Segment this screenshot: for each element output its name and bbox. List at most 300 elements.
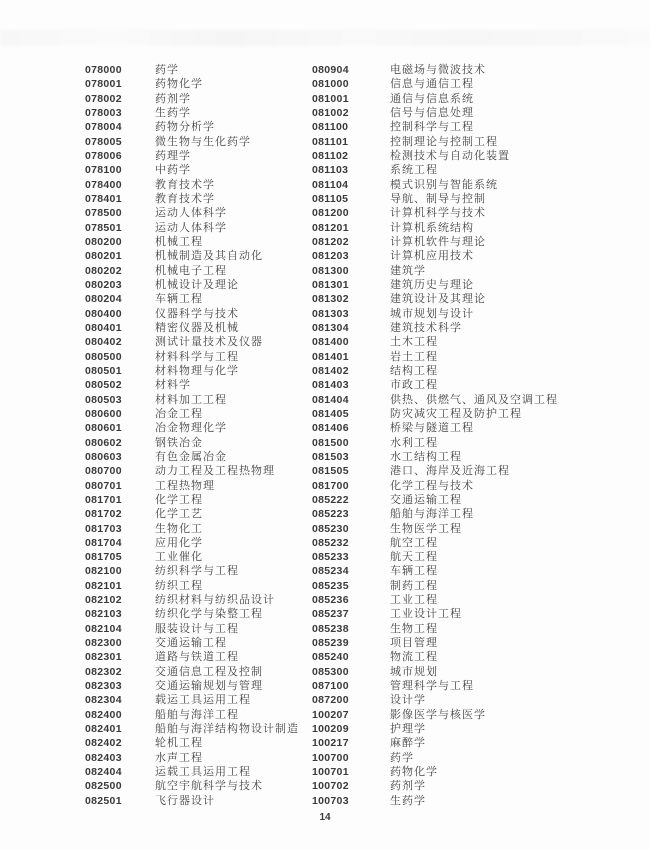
discipline-name: 材料学 bbox=[155, 379, 191, 392]
discipline-row bbox=[85, 307, 299, 321]
discipline-name: 船舶与海洋工程 bbox=[390, 508, 474, 521]
discipline-code: 082101 bbox=[85, 579, 122, 592]
discipline-row bbox=[312, 593, 558, 607]
discipline-code: 081503 bbox=[312, 450, 349, 463]
discipline-row bbox=[312, 579, 558, 593]
discipline-list-left-column bbox=[85, 63, 299, 808]
discipline-name: 船舶与海洋结构物设计制造 bbox=[155, 723, 299, 736]
discipline-code: 081303 bbox=[312, 307, 349, 320]
discipline-name: 项目管理 bbox=[390, 637, 438, 650]
discipline-code: 085230 bbox=[312, 522, 349, 535]
discipline-name: 系统工程 bbox=[390, 164, 438, 177]
discipline-name: 仪器科学与技术 bbox=[155, 307, 239, 320]
discipline-row bbox=[85, 92, 299, 106]
discipline-name: 电磁场与微波技术 bbox=[390, 64, 486, 76]
discipline-row bbox=[312, 479, 558, 493]
discipline-code: 081301 bbox=[312, 278, 349, 291]
discipline-name: 工业工程 bbox=[390, 594, 438, 607]
discipline-name: 交通运输工程 bbox=[155, 637, 227, 650]
discipline-code: 081406 bbox=[312, 422, 349, 435]
discipline-row bbox=[312, 507, 558, 521]
discipline-name: 冶金物理化学 bbox=[155, 422, 227, 435]
discipline-name: 防灾减灾工程及防护工程 bbox=[390, 407, 522, 420]
discipline-row bbox=[312, 163, 558, 177]
discipline-code: 080202 bbox=[85, 264, 122, 277]
discipline-name: 护理学 bbox=[390, 723, 426, 736]
discipline-row bbox=[85, 751, 299, 765]
discipline-row bbox=[85, 321, 299, 335]
discipline-name: 交通运输规划与管理 bbox=[155, 680, 263, 693]
discipline-code: 081002 bbox=[312, 106, 349, 119]
discipline-code: 078000 bbox=[85, 64, 122, 76]
discipline-name: 市政工程 bbox=[390, 379, 438, 392]
discipline-code: 082404 bbox=[85, 766, 122, 779]
discipline-code: 081105 bbox=[312, 192, 349, 205]
discipline-code: 082102 bbox=[85, 594, 122, 607]
discipline-name: 土木工程 bbox=[390, 336, 438, 349]
discipline-code: 080602 bbox=[85, 436, 122, 449]
discipline-row bbox=[312, 378, 558, 392]
discipline-row bbox=[85, 607, 299, 621]
discipline-code: 085300 bbox=[312, 665, 349, 678]
discipline-name: 运动人体科学 bbox=[155, 221, 227, 234]
discipline-row bbox=[85, 622, 299, 636]
discipline-code: 081103 bbox=[312, 164, 349, 177]
discipline-row bbox=[85, 593, 299, 607]
discipline-row bbox=[312, 436, 558, 450]
discipline-name: 钢铁冶金 bbox=[155, 436, 203, 449]
discipline-row bbox=[85, 507, 299, 521]
discipline-code: 078002 bbox=[85, 92, 122, 105]
discipline-name: 机械制造及其自动化 bbox=[155, 250, 263, 263]
discipline-name: 水利工程 bbox=[390, 436, 438, 449]
discipline-code: 081302 bbox=[312, 293, 349, 306]
discipline-code: 100701 bbox=[312, 766, 349, 779]
discipline-name: 模式识别与智能系统 bbox=[390, 178, 498, 191]
discipline-row bbox=[312, 794, 558, 808]
discipline-row bbox=[85, 135, 299, 149]
discipline-name: 纺织材料与纺织品设计 bbox=[155, 594, 275, 607]
discipline-row bbox=[312, 178, 558, 192]
discipline-name: 建筑设计及其理论 bbox=[390, 293, 486, 306]
discipline-row bbox=[312, 522, 558, 536]
discipline-name: 岩土工程 bbox=[390, 350, 438, 363]
discipline-code: 100207 bbox=[312, 708, 349, 721]
discipline-code: 085223 bbox=[312, 508, 349, 521]
discipline-row bbox=[85, 650, 299, 664]
discipline-code: 080203 bbox=[85, 278, 122, 291]
discipline-code: 078400 bbox=[85, 178, 122, 191]
discipline-code: 082304 bbox=[85, 694, 122, 707]
discipline-code: 085232 bbox=[312, 536, 349, 549]
discipline-row bbox=[312, 149, 558, 163]
discipline-code: 085239 bbox=[312, 637, 349, 650]
discipline-name: 药学 bbox=[155, 64, 179, 76]
discipline-code: 082400 bbox=[85, 708, 122, 721]
discipline-name: 材料科学与工程 bbox=[155, 350, 239, 363]
discipline-row bbox=[85, 77, 299, 91]
discipline-code: 080601 bbox=[85, 422, 122, 435]
discipline-name: 教育技术学 bbox=[155, 178, 215, 191]
scan-artifact-band bbox=[0, 30, 650, 46]
discipline-row bbox=[312, 751, 558, 765]
discipline-name: 计算机应用技术 bbox=[390, 250, 474, 263]
discipline-name: 机械工程 bbox=[155, 235, 203, 248]
discipline-code: 081101 bbox=[312, 135, 349, 148]
discipline-name: 运动人体科学 bbox=[155, 207, 227, 220]
discipline-row bbox=[85, 550, 299, 564]
discipline-code: 080402 bbox=[85, 336, 122, 349]
discipline-code: 100217 bbox=[312, 737, 349, 750]
discipline-code: 085234 bbox=[312, 565, 349, 578]
discipline-name: 教育技术学 bbox=[155, 192, 215, 205]
discipline-name: 制药工程 bbox=[390, 579, 438, 592]
discipline-code: 085235 bbox=[312, 579, 349, 592]
discipline-code: 100703 bbox=[312, 794, 349, 807]
discipline-code: 080201 bbox=[85, 250, 122, 263]
discipline-row bbox=[312, 364, 558, 378]
discipline-code: 078501 bbox=[85, 221, 122, 234]
discipline-name: 冶金工程 bbox=[155, 407, 203, 420]
discipline-row bbox=[85, 249, 299, 263]
discipline-code: 078006 bbox=[85, 149, 122, 162]
discipline-row bbox=[85, 292, 299, 306]
discipline-row bbox=[85, 378, 299, 392]
page-number: 14 bbox=[319, 812, 331, 823]
discipline-name: 航天工程 bbox=[390, 551, 438, 564]
discipline-code: 085233 bbox=[312, 551, 349, 564]
discipline-code: 082501 bbox=[85, 794, 122, 807]
discipline-code: 082104 bbox=[85, 622, 122, 635]
discipline-code: 082500 bbox=[85, 780, 122, 793]
discipline-row bbox=[312, 407, 558, 421]
discipline-row bbox=[312, 421, 558, 435]
discipline-name: 结构工程 bbox=[390, 364, 438, 377]
discipline-code: 081202 bbox=[312, 235, 349, 248]
discipline-name: 航空宇航科学与技术 bbox=[155, 780, 263, 793]
discipline-row bbox=[85, 335, 299, 349]
discipline-code: 080401 bbox=[85, 321, 122, 334]
discipline-name: 控制科学与工程 bbox=[390, 121, 474, 134]
discipline-code: 080502 bbox=[85, 379, 122, 392]
discipline-name: 工程热物理 bbox=[155, 479, 215, 492]
discipline-code: 082301 bbox=[85, 651, 122, 664]
discipline-name: 交通信息工程及控制 bbox=[155, 665, 263, 678]
discipline-name: 交通运输工程 bbox=[390, 493, 462, 506]
discipline-code: 100209 bbox=[312, 723, 349, 736]
discipline-row bbox=[312, 679, 558, 693]
discipline-code: 082103 bbox=[85, 608, 122, 621]
discipline-row bbox=[312, 321, 558, 335]
discipline-code: 100702 bbox=[312, 780, 349, 793]
discipline-name: 设计学 bbox=[390, 694, 426, 707]
discipline-code: 081201 bbox=[312, 221, 349, 234]
discipline-code: 081405 bbox=[312, 407, 349, 420]
discipline-row bbox=[312, 550, 558, 564]
discipline-row bbox=[85, 693, 299, 707]
discipline-name: 计算机科学与技术 bbox=[390, 207, 486, 220]
discipline-row bbox=[85, 679, 299, 693]
discipline-row bbox=[312, 450, 558, 464]
discipline-name: 水工结构工程 bbox=[390, 450, 462, 463]
discipline-name: 计算机软件与理论 bbox=[390, 235, 486, 248]
discipline-row bbox=[312, 307, 558, 321]
discipline-name: 纺织工程 bbox=[155, 579, 203, 592]
discipline-code: 080501 bbox=[85, 364, 122, 377]
discipline-name: 材料加工工程 bbox=[155, 393, 227, 406]
discipline-name: 建筑技术科学 bbox=[390, 321, 462, 334]
discipline-row bbox=[85, 350, 299, 364]
discipline-name: 影像医学与核医学 bbox=[390, 708, 486, 721]
discipline-row bbox=[312, 636, 558, 650]
discipline-code: 085240 bbox=[312, 651, 349, 664]
discipline-name: 纺织化学与染整工程 bbox=[155, 608, 263, 621]
discipline-row bbox=[312, 249, 558, 263]
discipline-row bbox=[85, 794, 299, 808]
discipline-row bbox=[85, 120, 299, 134]
discipline-name: 中药学 bbox=[155, 164, 191, 177]
discipline-name: 药物化学 bbox=[390, 766, 438, 779]
discipline-row bbox=[312, 650, 558, 664]
discipline-row bbox=[85, 736, 299, 750]
discipline-code: 081701 bbox=[85, 493, 122, 506]
discipline-row bbox=[85, 63, 299, 77]
discipline-code: 078100 bbox=[85, 164, 122, 177]
discipline-name: 计算机系统结构 bbox=[390, 221, 474, 234]
discipline-name: 城市规划与设计 bbox=[390, 307, 474, 320]
discipline-row bbox=[312, 77, 558, 91]
discipline-code: 081702 bbox=[85, 508, 122, 521]
discipline-name: 车辆工程 bbox=[390, 565, 438, 578]
discipline-code: 081200 bbox=[312, 207, 349, 220]
discipline-row bbox=[312, 206, 558, 220]
discipline-code: 082302 bbox=[85, 665, 122, 678]
discipline-code: 080603 bbox=[85, 450, 122, 463]
discipline-name: 港口、海岸及近海工程 bbox=[390, 465, 510, 478]
discipline-row bbox=[312, 221, 558, 235]
discipline-row bbox=[312, 235, 558, 249]
discipline-row bbox=[312, 192, 558, 206]
discipline-code: 082403 bbox=[85, 751, 122, 764]
discipline-code: 081402 bbox=[312, 364, 349, 377]
discipline-row bbox=[312, 622, 558, 636]
discipline-name: 化学工程与技术 bbox=[390, 479, 474, 492]
discipline-row bbox=[85, 163, 299, 177]
discipline-code: 081203 bbox=[312, 250, 349, 263]
discipline-row bbox=[312, 106, 558, 120]
discipline-row bbox=[312, 335, 558, 349]
discipline-name: 信号与信息处理 bbox=[390, 106, 474, 119]
discipline-code: 081401 bbox=[312, 350, 349, 363]
discipline-row bbox=[85, 421, 299, 435]
discipline-name: 服装设计与工程 bbox=[155, 622, 239, 635]
discipline-name: 建筑历史与理论 bbox=[390, 278, 474, 291]
discipline-row bbox=[312, 779, 558, 793]
discipline-name: 通信与信息系统 bbox=[390, 92, 474, 105]
discipline-name: 车辆工程 bbox=[155, 293, 203, 306]
discipline-code: 078500 bbox=[85, 207, 122, 220]
discipline-name: 建筑学 bbox=[390, 264, 426, 277]
discipline-code: 082300 bbox=[85, 637, 122, 650]
discipline-code: 081104 bbox=[312, 178, 349, 191]
discipline-row bbox=[312, 722, 558, 736]
discipline-name: 工业催化 bbox=[155, 551, 203, 564]
discipline-code: 080500 bbox=[85, 350, 122, 363]
discipline-code: 080904 bbox=[312, 64, 349, 76]
discipline-code: 080204 bbox=[85, 293, 122, 306]
discipline-code: 080600 bbox=[85, 407, 122, 420]
discipline-code: 078004 bbox=[85, 121, 122, 134]
discipline-name: 控制理论与控制工程 bbox=[390, 135, 498, 148]
discipline-name: 应用化学 bbox=[155, 536, 203, 549]
discipline-name: 药理学 bbox=[155, 149, 191, 162]
discipline-name: 生物工程 bbox=[390, 622, 438, 635]
discipline-code: 082100 bbox=[85, 565, 122, 578]
discipline-name: 化学工程 bbox=[155, 493, 203, 506]
discipline-row bbox=[85, 106, 299, 120]
discipline-code: 080200 bbox=[85, 235, 122, 248]
discipline-code: 081304 bbox=[312, 321, 349, 334]
discipline-code: 080400 bbox=[85, 307, 122, 320]
discipline-code: 081705 bbox=[85, 551, 122, 564]
discipline-code: 087200 bbox=[312, 694, 349, 707]
discipline-name: 生物化工 bbox=[155, 522, 203, 535]
discipline-name: 纺织科学与工程 bbox=[155, 565, 239, 578]
discipline-name: 生物医学工程 bbox=[390, 522, 462, 535]
discipline-code: 081700 bbox=[312, 479, 349, 492]
discipline-name: 城市规划 bbox=[390, 665, 438, 678]
discipline-name: 材料物理与化学 bbox=[155, 364, 239, 377]
discipline-name: 药物化学 bbox=[155, 78, 203, 91]
discipline-row bbox=[85, 264, 299, 278]
discipline-code: 078003 bbox=[85, 106, 122, 119]
discipline-code: 080701 bbox=[85, 479, 122, 492]
discipline-code: 078401 bbox=[85, 192, 122, 205]
discipline-name: 飞行器设计 bbox=[155, 794, 215, 807]
discipline-code: 081703 bbox=[85, 522, 122, 535]
discipline-code: 081300 bbox=[312, 264, 349, 277]
discipline-code: 081500 bbox=[312, 436, 349, 449]
discipline-row bbox=[85, 479, 299, 493]
discipline-name: 药学 bbox=[390, 751, 414, 764]
discipline-row bbox=[85, 722, 299, 736]
discipline-code: 081400 bbox=[312, 336, 349, 349]
discipline-code: 081100 bbox=[312, 121, 349, 134]
discipline-row bbox=[85, 221, 299, 235]
discipline-name: 运载工具运用工程 bbox=[155, 766, 251, 779]
discipline-row bbox=[312, 665, 558, 679]
discipline-name: 管理科学与工程 bbox=[390, 680, 474, 693]
discipline-code: 087100 bbox=[312, 680, 349, 693]
discipline-code: 081000 bbox=[312, 78, 349, 91]
discipline-row bbox=[85, 636, 299, 650]
discipline-code: 082303 bbox=[85, 680, 122, 693]
discipline-name: 检测技术与自动化装置 bbox=[390, 149, 510, 162]
discipline-row bbox=[312, 493, 558, 507]
discipline-row bbox=[85, 235, 299, 249]
discipline-row bbox=[312, 765, 558, 779]
discipline-code: 078005 bbox=[85, 135, 122, 148]
discipline-code: 081403 bbox=[312, 379, 349, 392]
discipline-row bbox=[312, 278, 558, 292]
discipline-code: 080700 bbox=[85, 465, 122, 478]
discipline-row bbox=[312, 63, 558, 77]
discipline-name: 测试计量技术及仪器 bbox=[155, 336, 263, 349]
discipline-row bbox=[312, 708, 558, 722]
discipline-name: 导航、制导与控制 bbox=[390, 192, 486, 205]
discipline-name: 药剂学 bbox=[155, 92, 191, 105]
discipline-code: 081404 bbox=[312, 393, 349, 406]
discipline-row bbox=[85, 493, 299, 507]
discipline-row bbox=[85, 464, 299, 478]
discipline-row bbox=[312, 92, 558, 106]
discipline-name: 工业设计工程 bbox=[390, 608, 462, 621]
discipline-name: 药物分析学 bbox=[155, 121, 215, 134]
discipline-name: 供热、供燃气、通风及空调工程 bbox=[390, 393, 558, 406]
discipline-name: 水声工程 bbox=[155, 751, 203, 764]
discipline-name: 机械设计及理论 bbox=[155, 278, 239, 291]
discipline-row bbox=[85, 665, 299, 679]
discipline-code: 085238 bbox=[312, 622, 349, 635]
discipline-code: 085222 bbox=[312, 493, 349, 506]
discipline-row bbox=[85, 579, 299, 593]
discipline-row bbox=[85, 278, 299, 292]
discipline-row bbox=[312, 536, 558, 550]
discipline-row bbox=[312, 393, 558, 407]
discipline-row bbox=[85, 149, 299, 163]
discipline-name: 桥梁与隧道工程 bbox=[390, 422, 474, 435]
discipline-row bbox=[85, 393, 299, 407]
discipline-name: 生药学 bbox=[155, 106, 191, 119]
discipline-row bbox=[312, 607, 558, 621]
discipline-name: 信息与通信工程 bbox=[390, 78, 474, 91]
discipline-code: 081102 bbox=[312, 149, 349, 162]
discipline-row bbox=[85, 564, 299, 578]
discipline-name: 物流工程 bbox=[390, 651, 438, 664]
discipline-name: 动力工程及工程热物理 bbox=[155, 465, 275, 478]
discipline-code: 082402 bbox=[85, 737, 122, 750]
discipline-row bbox=[85, 407, 299, 421]
discipline-name: 精密仪器及机械 bbox=[155, 321, 239, 334]
discipline-code: 085237 bbox=[312, 608, 349, 621]
discipline-row bbox=[85, 206, 299, 220]
discipline-row bbox=[312, 736, 558, 750]
discipline-code: 078001 bbox=[85, 78, 122, 91]
discipline-name: 麻醉学 bbox=[390, 737, 426, 750]
discipline-row bbox=[85, 192, 299, 206]
discipline-row bbox=[85, 536, 299, 550]
discipline-code: 080503 bbox=[85, 393, 122, 406]
discipline-row bbox=[85, 178, 299, 192]
discipline-row bbox=[312, 693, 558, 707]
discipline-row bbox=[312, 120, 558, 134]
discipline-row bbox=[85, 779, 299, 793]
discipline-name: 航空工程 bbox=[390, 536, 438, 549]
discipline-name: 生药学 bbox=[390, 794, 426, 807]
discipline-name: 船舶与海洋工程 bbox=[155, 708, 239, 721]
discipline-name: 有色金属冶金 bbox=[155, 450, 227, 463]
discipline-row bbox=[312, 135, 558, 149]
discipline-row bbox=[85, 765, 299, 779]
discipline-code: 082401 bbox=[85, 723, 122, 736]
discipline-name: 轮机工程 bbox=[155, 737, 203, 750]
discipline-row bbox=[85, 708, 299, 722]
discipline-row bbox=[312, 350, 558, 364]
discipline-name: 微生物与生化药学 bbox=[155, 135, 251, 148]
discipline-row bbox=[85, 450, 299, 464]
discipline-row bbox=[85, 436, 299, 450]
discipline-row bbox=[85, 522, 299, 536]
